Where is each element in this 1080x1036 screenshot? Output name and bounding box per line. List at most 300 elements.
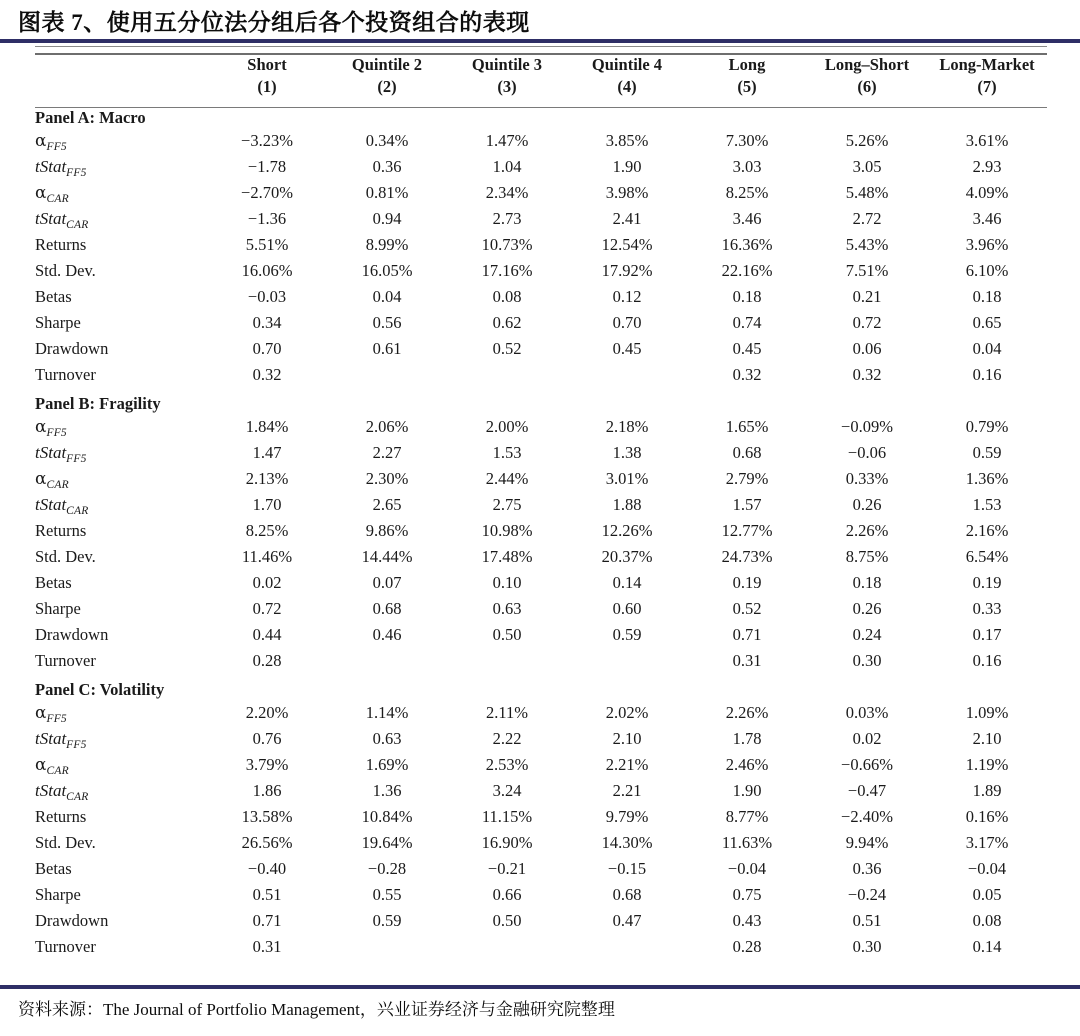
cell-quintile-3: 16.90% (481, 833, 533, 852)
table-row (35, 700, 1047, 726)
column-header-short: Short (247, 55, 287, 74)
table-row (35, 648, 1047, 674)
cell-long: 3.46 (732, 209, 762, 228)
cell-quintile-2: 2.30% (365, 469, 409, 488)
panel-title-panel-c-volatility: Panel C: Volatility (35, 680, 165, 699)
table-row (35, 752, 1047, 778)
table-row (35, 882, 1047, 908)
cell-long-market: −0.04 (967, 859, 1007, 878)
row-label-tstat-ff5 (35, 726, 207, 752)
cell-long-market: 0.17 (972, 625, 1002, 644)
cell-long-short: 3.05 (852, 157, 882, 176)
cell-long: 8.25% (725, 183, 769, 202)
cell-long-market: 2.93 (972, 157, 1002, 176)
cell-quintile-3 (447, 648, 567, 674)
cell-quintile-2: −0.28 (367, 859, 407, 878)
header-label-blank (35, 54, 207, 75)
table-row (35, 362, 1047, 388)
cell-long-short: −0.06 (847, 443, 887, 462)
cell-quintile-4: 1.88 (612, 495, 642, 514)
row-label-car (35, 466, 207, 492)
cell-long: 12.77% (721, 521, 773, 540)
cell-short: 13.58% (241, 807, 293, 826)
cell-long-short: 8.75% (845, 547, 889, 566)
tstat-symbol: tStat (35, 443, 67, 462)
tstat-symbol: tStat (35, 157, 67, 176)
alpha-symbol: α (35, 131, 47, 151)
cell-long-market: 0.19 (972, 573, 1002, 592)
cell-long: 0.74 (732, 313, 762, 332)
row-label-turnover (35, 648, 207, 674)
cell-long-short: 2.72 (852, 209, 882, 228)
cell-quintile-4: 1.90 (612, 157, 642, 176)
cell-long-market: 3.46 (972, 209, 1002, 228)
cell-quintile-3: 2.11% (485, 703, 528, 722)
cell-quintile-3 (447, 362, 567, 388)
cell-long-short: 0.51 (852, 911, 882, 930)
row-label-betas (35, 570, 207, 596)
cell-long-short: 0.26 (852, 599, 882, 618)
cell-long-short: 0.30 (852, 651, 882, 670)
cell-quintile-4: 0.14 (612, 573, 642, 592)
cell-long: 0.19 (732, 573, 762, 592)
column-header-quintile-3: Quintile 3 (471, 55, 543, 74)
cell-quintile-2: 0.04 (372, 287, 402, 306)
row-label-ff5 (35, 700, 207, 726)
cell-long-market: 0.59 (972, 443, 1002, 462)
cell-quintile-4 (567, 648, 687, 674)
cell-long-short: 0.36 (852, 859, 882, 878)
cell-short: 0.31 (252, 937, 282, 956)
cell-long: 1.57 (732, 495, 762, 514)
cell-long-short: 2.26% (845, 521, 889, 540)
cell-long: 0.28 (732, 937, 762, 956)
cell-long-short: 0.24 (852, 625, 882, 644)
cell-short: −0.40 (247, 859, 287, 878)
cell-short: −1.78 (247, 157, 287, 176)
column-number-5: (5) (737, 77, 757, 96)
cell-quintile-2: 0.81% (365, 183, 409, 202)
subscript-ff5: FF5 (66, 167, 87, 179)
cell-quintile-4 (567, 934, 687, 960)
row-label-tstat-ff5 (35, 440, 207, 466)
cell-long: 1.65% (725, 417, 769, 436)
cell-long-market: 2.16% (965, 521, 1009, 540)
column-number-1: (1) (257, 77, 277, 96)
cell-quintile-4: 0.45 (612, 339, 642, 358)
row-label-text: Betas (35, 287, 72, 306)
cell-quintile-3: 3.24 (492, 781, 522, 800)
cell-long-short: 9.94% (845, 833, 889, 852)
row-label-tstat-car (35, 778, 207, 804)
cell-quintile-2: 0.56 (372, 313, 402, 332)
cell-long-market: 3.17% (965, 833, 1009, 852)
cell-quintile-3: 1.04 (492, 157, 522, 176)
cell-quintile-2: 16.05% (361, 261, 413, 280)
cell-long: 2.46% (725, 755, 769, 774)
table-row (35, 440, 1047, 466)
cell-long-market: 0.16% (965, 807, 1009, 826)
cell-long-short: 0.26 (852, 495, 882, 514)
cell-long: 22.16% (721, 261, 773, 280)
cell-long: 0.45 (732, 339, 762, 358)
row-label-text: Drawdown (35, 339, 109, 358)
cell-long-short: 0.02 (852, 729, 882, 748)
cell-long-short: 0.72 (852, 313, 882, 332)
cell-long-short: 0.21 (852, 287, 882, 306)
cell-long-market: 0.18 (972, 287, 1002, 306)
subscript-ff5: FF5 (46, 427, 67, 439)
cell-quintile-2: 19.64% (361, 833, 413, 852)
cell-long-short: 0.06 (852, 339, 882, 358)
cell-quintile-4: 2.10 (612, 729, 642, 748)
cell-long: −0.04 (727, 859, 767, 878)
cell-long-market: 6.54% (965, 547, 1009, 566)
cell-long-short: 0.03% (845, 703, 889, 722)
row-label-drawdown (35, 622, 207, 648)
cell-long-market: 0.79% (965, 417, 1009, 436)
cell-long: 3.03 (732, 157, 762, 176)
cell-long-short: −0.24 (847, 885, 887, 904)
cell-quintile-3: 1.53 (492, 443, 522, 462)
cell-quintile-4: 1.38 (612, 443, 642, 462)
row-label-car (35, 752, 207, 778)
cell-quintile-3 (447, 934, 567, 960)
cell-long-short: 5.26% (845, 131, 889, 150)
tstat-symbol: tStat (35, 781, 67, 800)
cell-long-market: 1.09% (965, 703, 1009, 722)
subscript-car: CAR (66, 219, 89, 231)
row-label-drawdown (35, 336, 207, 362)
table-row (35, 258, 1047, 284)
cell-quintile-2: 2.06% (365, 417, 409, 436)
cell-quintile-4: 2.21% (605, 755, 649, 774)
cell-short: −0.03 (247, 287, 287, 306)
cell-long: 0.31 (732, 651, 762, 670)
cell-quintile-3: 2.22 (492, 729, 522, 748)
cell-long-short: 7.51% (845, 261, 889, 280)
cell-long: 0.43 (732, 911, 762, 930)
cell-long-market: 2.10 (972, 729, 1002, 748)
cell-quintile-4: 3.98% (605, 183, 649, 202)
header-number-row (35, 75, 1047, 102)
cell-quintile-4: 14.30% (601, 833, 653, 852)
table-container (35, 46, 1047, 960)
table-header (35, 47, 1047, 108)
table-row (35, 622, 1047, 648)
cell-long: 0.68 (732, 443, 762, 462)
cell-quintile-2: 14.44% (361, 547, 413, 566)
row-label-drawdown (35, 908, 207, 934)
cell-quintile-4: 0.70 (612, 313, 642, 332)
source-note: 资料来源：The Journal of Portfolio Management，兴业证券经济与金融研究院整理 (18, 1000, 615, 1019)
cell-quintile-3: 0.50 (492, 625, 522, 644)
cell-short: 5.51% (245, 235, 289, 254)
cell-quintile-3: −0.21 (487, 859, 527, 878)
table-row (35, 206, 1047, 232)
subscript-car: CAR (66, 505, 89, 517)
row-label-text: Sharpe (35, 885, 81, 904)
cell-long: 7.30% (725, 131, 769, 150)
cell-long-short: 0.30 (852, 937, 882, 956)
table-row (35, 570, 1047, 596)
cell-long: 0.71 (732, 625, 762, 644)
row-label-text: Returns (35, 235, 87, 254)
cell-short: 26.56% (241, 833, 293, 852)
cell-long: 2.79% (725, 469, 769, 488)
cell-quintile-4: 2.41 (612, 209, 642, 228)
cell-quintile-4: 2.21 (612, 781, 642, 800)
cell-long-market: 0.14 (972, 937, 1002, 956)
cell-short: −3.23% (241, 131, 293, 150)
cell-long: 11.63% (721, 833, 773, 852)
row-label-turnover (35, 934, 207, 960)
panel-title-row (35, 680, 1047, 700)
cell-short: 11.46% (241, 547, 293, 566)
cell-quintile-3: 0.66 (492, 885, 522, 904)
cell-short: 0.71 (252, 911, 282, 930)
table-row (35, 232, 1047, 258)
cell-long: 0.18 (732, 287, 762, 306)
footer-divider (0, 985, 1080, 989)
cell-short: 1.84% (245, 417, 289, 436)
row-label-betas (35, 284, 207, 310)
row-label-text: Turnover (35, 651, 96, 670)
column-number-6: (6) (857, 77, 877, 96)
cell-long-market: 3.61% (965, 131, 1009, 150)
table-body (35, 108, 1047, 961)
table-row (35, 804, 1047, 830)
cell-long-short: 0.33% (845, 469, 889, 488)
cell-long-market: 0.65 (972, 313, 1002, 332)
row-label-text: Returns (35, 521, 87, 540)
cell-quintile-3: 10.73% (481, 235, 533, 254)
cell-quintile-3: 0.62 (492, 313, 522, 332)
cell-quintile-2: 2.27 (372, 443, 402, 462)
subscript-car: CAR (46, 765, 69, 777)
row-label-text: Drawdown (35, 911, 109, 930)
cell-quintile-2: 1.69% (365, 755, 409, 774)
cell-short: 0.70 (252, 339, 282, 358)
cell-short: 1.47 (252, 443, 282, 462)
table-row (35, 726, 1047, 752)
column-header-quintile-2: Quintile 2 (351, 55, 423, 74)
subscript-ff5: FF5 (66, 453, 87, 465)
subscript-car: CAR (46, 193, 69, 205)
row-label-text: Drawdown (35, 625, 109, 644)
cell-quintile-3: 0.52 (492, 339, 522, 358)
alpha-symbol: α (35, 755, 47, 775)
row-label-text: Std. Dev. (35, 833, 96, 852)
cell-quintile-3: 0.50 (492, 911, 522, 930)
cell-quintile-2: 0.07 (372, 573, 402, 592)
row-label-betas (35, 856, 207, 882)
row-label-std-dev (35, 258, 207, 284)
row-label-text: Sharpe (35, 313, 81, 332)
cell-quintile-2: 2.65 (372, 495, 402, 514)
cell-quintile-4: 0.59 (612, 625, 642, 644)
row-label-returns (35, 232, 207, 258)
cell-short: 0.32 (252, 365, 282, 384)
cell-short: 0.76 (252, 729, 282, 748)
row-label-text: Returns (35, 807, 87, 826)
cell-long-market: 0.08 (972, 911, 1002, 930)
tstat-symbol: tStat (35, 495, 67, 514)
cell-long-market: 3.96% (965, 235, 1009, 254)
panel-title-panel-b-fragility: Panel B: Fragility (35, 394, 161, 413)
cell-quintile-4: 2.18% (605, 417, 649, 436)
table-row (35, 310, 1047, 336)
table-row (35, 466, 1047, 492)
cell-long-market: 1.89 (972, 781, 1002, 800)
cell-long-market: 4.09% (965, 183, 1009, 202)
cell-long-market: 1.36% (965, 469, 1009, 488)
top-rule (35, 47, 1047, 55)
cell-long-short: 0.32 (852, 365, 882, 384)
column-number-2: (2) (377, 77, 397, 96)
table-row (35, 596, 1047, 622)
cell-long-short: −2.40% (841, 807, 893, 826)
cell-quintile-2: 9.86% (365, 521, 409, 540)
subscript-ff5: FF5 (46, 713, 67, 725)
cell-long: 1.90 (732, 781, 762, 800)
cell-quintile-4: 0.60 (612, 599, 642, 618)
table-row (35, 518, 1047, 544)
row-label-text: Betas (35, 573, 72, 592)
title-divider (0, 39, 1080, 43)
column-header-quintile-4: Quintile 4 (591, 55, 663, 74)
table-row (35, 284, 1047, 310)
cell-long-market: 6.10% (965, 261, 1009, 280)
cell-short: 0.72 (252, 599, 282, 618)
cell-short: 2.20% (245, 703, 289, 722)
cell-quintile-2: 0.46 (372, 625, 402, 644)
cell-quintile-2: 0.59 (372, 911, 402, 930)
cell-quintile-2 (327, 934, 447, 960)
row-label-std-dev (35, 830, 207, 856)
cell-quintile-2: 0.55 (372, 885, 402, 904)
row-label-sharpe (35, 310, 207, 336)
row-label-returns (35, 518, 207, 544)
row-label-returns (35, 804, 207, 830)
cell-quintile-3: 2.44% (485, 469, 529, 488)
subscript-ff5: FF5 (46, 141, 67, 153)
cell-long: 1.78 (732, 729, 762, 748)
cell-short: 2.13% (245, 469, 289, 488)
table-row (35, 934, 1047, 960)
subscript-car: CAR (46, 479, 69, 491)
page-title: 图表 7、使用五分位法分组后各个投资组合的表现 (18, 10, 530, 35)
tstat-symbol: tStat (35, 209, 67, 228)
alpha-symbol: α (35, 417, 47, 437)
cell-long-market: 0.16 (972, 365, 1002, 384)
cell-short: 1.86 (252, 781, 282, 800)
cell-short: 16.06% (241, 261, 293, 280)
row-label-tstat-car (35, 206, 207, 232)
cell-long-short: −0.47 (847, 781, 887, 800)
cell-short: 0.28 (252, 651, 282, 670)
cell-quintile-2: 0.63 (372, 729, 402, 748)
cell-quintile-4: 0.68 (612, 885, 642, 904)
row-label-text: Turnover (35, 937, 96, 956)
cell-long-short: 5.43% (845, 235, 889, 254)
table-row (35, 908, 1047, 934)
panel-title-panel-a-macro: Panel A: Macro (35, 108, 146, 127)
cell-long: 2.26% (725, 703, 769, 722)
cell-quintile-4: −0.15 (607, 859, 647, 878)
cell-quintile-4: 9.79% (605, 807, 649, 826)
cell-quintile-3: 0.10 (492, 573, 522, 592)
table-row (35, 778, 1047, 804)
cell-quintile-4: 3.01% (605, 469, 649, 488)
cell-long: 8.77% (725, 807, 769, 826)
row-label-tstat-ff5 (35, 154, 207, 180)
row-label-sharpe (35, 882, 207, 908)
row-label-text: Betas (35, 859, 72, 878)
cell-quintile-3: 1.47% (485, 131, 529, 150)
cell-quintile-4: 2.02% (605, 703, 649, 722)
column-header-long-short: Long–Short (824, 55, 910, 74)
cell-quintile-4: 0.47 (612, 911, 642, 930)
cell-quintile-2: 0.94 (372, 209, 402, 228)
tstat-symbol: tStat (35, 729, 67, 748)
cell-quintile-3: 11.15% (481, 807, 533, 826)
cell-quintile-4: 12.54% (601, 235, 653, 254)
cell-quintile-2: 0.68 (372, 599, 402, 618)
column-header-long: Long (728, 55, 766, 74)
column-header-long-market: Long-Market (939, 55, 1035, 74)
cell-long-market: 1.19% (965, 755, 1009, 774)
cell-long-short: 0.18 (852, 573, 882, 592)
cell-quintile-4: 20.37% (601, 547, 653, 566)
alpha-symbol: α (35, 469, 47, 489)
cell-short: 1.70 (252, 495, 282, 514)
alpha-symbol: α (35, 183, 47, 203)
cell-quintile-2: 0.61 (372, 339, 402, 358)
cell-quintile-4: 3.85% (605, 131, 649, 150)
header-name-row (35, 54, 1047, 75)
cell-short: 0.51 (252, 885, 282, 904)
cell-quintile-4: 0.12 (612, 287, 642, 306)
cell-quintile-3: 17.48% (481, 547, 533, 566)
table-row (35, 336, 1047, 362)
table-row (35, 856, 1047, 882)
row-label-text: Turnover (35, 365, 96, 384)
cell-short: 0.02 (252, 573, 282, 592)
row-label-ff5 (35, 414, 207, 440)
cell-quintile-2: 10.84% (361, 807, 413, 826)
column-number-3: (3) (497, 77, 517, 96)
row-label-car (35, 180, 207, 206)
cell-quintile-3: 0.08 (492, 287, 522, 306)
cell-long: 0.75 (732, 885, 762, 904)
panel-title-row (35, 394, 1047, 414)
cell-quintile-2: 0.34% (365, 131, 409, 150)
cell-quintile-4 (567, 362, 687, 388)
table-row (35, 414, 1047, 440)
cell-short: −2.70% (241, 183, 293, 202)
header-number-blank (35, 75, 207, 102)
cell-quintile-3: 2.00% (485, 417, 529, 436)
row-label-std-dev (35, 544, 207, 570)
row-label-text: Std. Dev. (35, 261, 96, 280)
performance-table (35, 46, 1047, 960)
row-label-text: Std. Dev. (35, 547, 96, 566)
panel-title-row (35, 108, 1047, 129)
table-row (35, 544, 1047, 570)
cell-short: −1.36 (247, 209, 287, 228)
cell-quintile-2: 1.14% (365, 703, 409, 722)
